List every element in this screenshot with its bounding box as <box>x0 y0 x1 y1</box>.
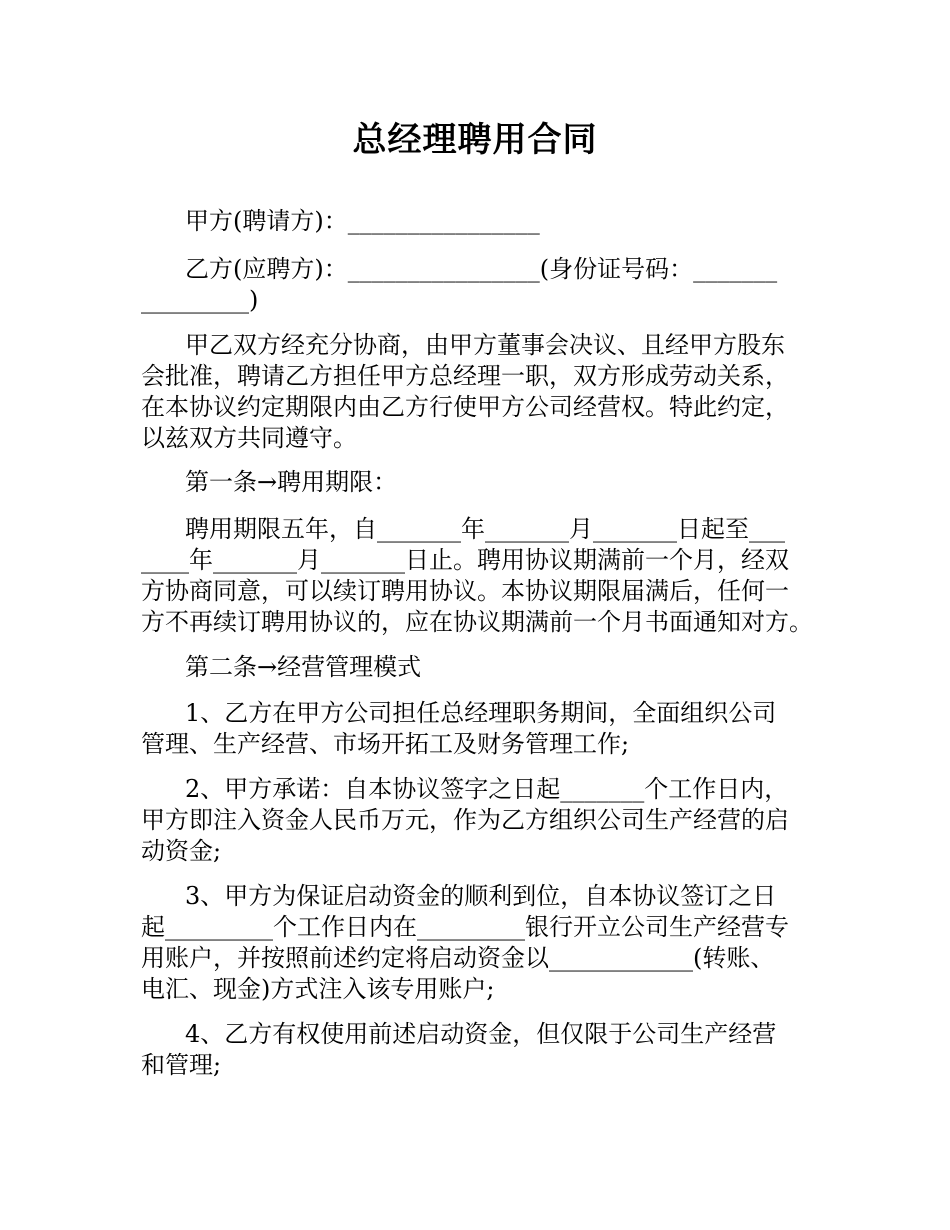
clause-3-line-1: 3、甲方为保证启动资金的顺利到位，自本协议签订之日 <box>185 882 777 910</box>
clause-4-line-1: 4、乙方有权使用前述启动资金，但仅限于公司生产经营 <box>185 1020 777 1048</box>
clause-3-line-4: 电汇、现金)方式注入该专用账户; <box>141 975 495 1003</box>
party-b-line: 乙方(应聘方)：________________(身份证号码：_______ <box>185 255 778 283</box>
clause-2-line-2: 甲方即注入资金人民币万元，作为乙方组织公司生产经营的启 <box>141 806 789 834</box>
preamble-line-2: 会批准，聘请乙方担任甲方总经理一职，双方形成劳动关系， <box>141 362 789 390</box>
preamble-line-1: 甲乙双方经充分协商，由甲方董事会决议、且经甲方股东 <box>185 331 785 359</box>
preamble-line-3: 在本协议约定期限内由乙方行使甲方公司经营权。特此约定， <box>141 393 789 421</box>
clause-1-line-2: 管理、生产经营、市场开拓工及财务管理工作; <box>141 730 630 758</box>
article-1-heading: 第一条→聘用期限： <box>185 468 398 496</box>
term-line-1: 聘用期限五年，自_______年_______月_______日起至___ <box>185 515 785 543</box>
party-a-line: 甲方(聘请方)：________________ <box>185 207 540 235</box>
preamble-line-4: 以兹双方共同遵守。 <box>141 424 357 452</box>
party-b-line-cont: _________) <box>141 286 259 314</box>
clause-4-line-2: 和管理; <box>141 1051 222 1079</box>
clause-3-line-2: 起_________个工作日内在_________银行开立公司生产经营专 <box>141 913 789 941</box>
term-line-3: 方协商同意，可以续订聘用协议。本协议期限届满后，任何一 <box>141 577 789 605</box>
article-2-heading: 第二条→经营管理模式 <box>185 653 422 681</box>
clause-3-line-3: 用账户，并按照前述约定将启动资金以____________(转账、 <box>141 944 775 972</box>
contract-title: 总经理聘用合同 <box>352 120 598 160</box>
clause-1-line-1: 1、乙方在甲方公司担任总经理职务期间，全面组织公司 <box>185 699 777 727</box>
clause-2-line-3: 动资金; <box>141 837 222 865</box>
term-line-2: ____年_______月_______日止。聘用协议期满前一个月，经双 <box>141 546 789 574</box>
clause-2-line-1: 2、甲方承诺：自本协议签字之日起_______个工作日内， <box>185 775 789 803</box>
term-line-4: 方不再续订聘用协议的，应在协议期满前一个月书面通知对方。 <box>141 608 813 636</box>
